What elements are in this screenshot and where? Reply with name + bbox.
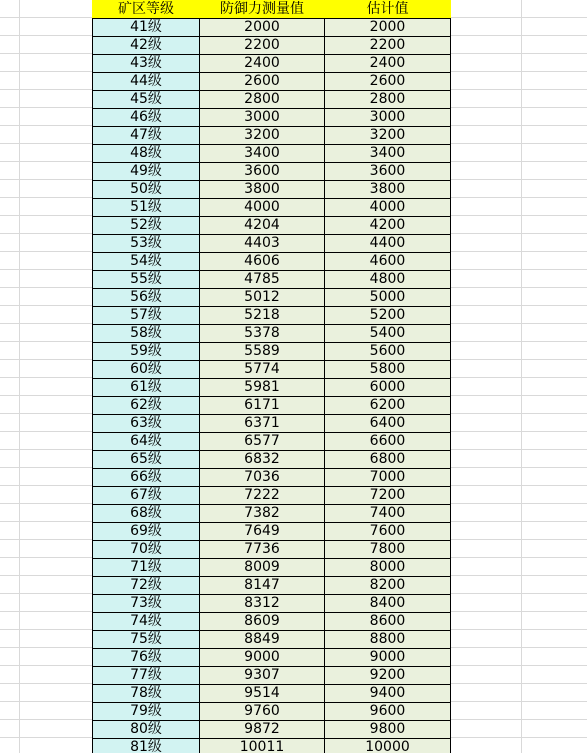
- estimate-value-cell[interactable]: 3400: [325, 145, 451, 163]
- defense-value-cell[interactable]: 2200: [200, 37, 325, 55]
- defense-value-cell[interactable]: 7222: [200, 487, 325, 505]
- header-cell-estimate[interactable]: 估计值: [325, 1, 451, 19]
- defense-value-cell[interactable]: 4606: [200, 253, 325, 271]
- defense-value-cell[interactable]: 4403: [200, 235, 325, 253]
- defense-value-cell[interactable]: 9000: [200, 649, 325, 667]
- table-row: [93, 91, 451, 109]
- defense-value-cell[interactable]: 6832: [200, 451, 325, 469]
- defense-value-cell[interactable]: 5981: [200, 379, 325, 397]
- estimate-value-cell[interactable]: 5400: [325, 325, 451, 343]
- estimate-value-cell[interactable]: 4800: [325, 271, 451, 289]
- estimate-value-cell[interactable]: 4000: [325, 199, 451, 217]
- level-cell[interactable]: 68级: [93, 505, 200, 523]
- defense-value-cell[interactable]: 7382: [200, 505, 325, 523]
- defense-value-cell[interactable]: 9760: [200, 703, 325, 721]
- table-row: [93, 271, 451, 289]
- table-row: [93, 289, 451, 307]
- defense-value-cell[interactable]: 3600: [200, 163, 325, 181]
- estimate-value-cell[interactable]: 8400: [325, 595, 451, 613]
- table-row: [93, 109, 451, 127]
- defense-value-cell[interactable]: 4000: [200, 199, 325, 217]
- estimate-value-cell[interactable]: 5800: [325, 361, 451, 379]
- table-row: [93, 631, 451, 649]
- level-cell[interactable]: 62级: [93, 397, 200, 415]
- estimate-value-cell[interactable]: 3200: [325, 127, 451, 145]
- estimate-value-cell[interactable]: 8000: [325, 559, 451, 577]
- table-row: [93, 253, 451, 271]
- defense-value-cell[interactable]: 9514: [200, 685, 325, 703]
- estimate-value-cell[interactable]: 4400: [325, 235, 451, 253]
- estimate-value-cell[interactable]: 5600: [325, 343, 451, 361]
- estimate-value-cell[interactable]: 9000: [325, 649, 451, 667]
- defense-value-cell[interactable]: 2000: [200, 19, 325, 37]
- level-cell[interactable]: 45级: [93, 91, 200, 109]
- table-row: [93, 199, 451, 217]
- estimate-value-cell[interactable]: 3800: [325, 181, 451, 199]
- data-table: [92, 0, 451, 753]
- level-cell[interactable]: 67级: [93, 487, 200, 505]
- defense-value-cell[interactable]: 3200: [200, 127, 325, 145]
- level-cell[interactable]: 54级: [93, 253, 200, 271]
- table-row: [93, 361, 451, 379]
- level-cell[interactable]: 59级: [93, 343, 200, 361]
- table-row: [93, 415, 451, 433]
- level-cell[interactable]: 73级: [93, 595, 200, 613]
- estimate-value-cell[interactable]: 5200: [325, 307, 451, 325]
- table-row: [93, 613, 451, 631]
- level-cell[interactable]: 44级: [93, 73, 200, 91]
- level-cell[interactable]: 76级: [93, 649, 200, 667]
- level-cell[interactable]: 74级: [93, 613, 200, 631]
- defense-value-cell[interactable]: 6577: [200, 433, 325, 451]
- table-row: [93, 559, 451, 577]
- defense-value-cell[interactable]: 5774: [200, 361, 325, 379]
- table-row: [93, 577, 451, 595]
- defense-value-cell[interactable]: 9872: [200, 721, 325, 739]
- estimate-value-cell[interactable]: 7800: [325, 541, 451, 559]
- defense-value-cell[interactable]: 6371: [200, 415, 325, 433]
- level-cell[interactable]: 43级: [93, 55, 200, 73]
- defense-value-cell[interactable]: 6171: [200, 397, 325, 415]
- estimate-value-cell[interactable]: 8200: [325, 577, 451, 595]
- table-row: [93, 505, 451, 523]
- table-row: [93, 469, 451, 487]
- estimate-value-cell[interactable]: 5000: [325, 289, 451, 307]
- table-row: [93, 397, 451, 415]
- defense-value-cell[interactable]: 5012: [200, 289, 325, 307]
- defense-value-cell[interactable]: 5589: [200, 343, 325, 361]
- defense-value-cell[interactable]: 4785: [200, 271, 325, 289]
- estimate-value-cell[interactable]: 2400: [325, 55, 451, 73]
- estimate-value-cell[interactable]: 7200: [325, 487, 451, 505]
- level-cell[interactable]: 78级: [93, 685, 200, 703]
- defense-value-cell[interactable]: 2400: [200, 55, 325, 73]
- defense-value-cell[interactable]: 8147: [200, 577, 325, 595]
- estimate-value-cell[interactable]: 6800: [325, 451, 451, 469]
- table-row: [93, 667, 451, 685]
- estimate-value-cell[interactable]: 2800: [325, 91, 451, 109]
- level-cell[interactable]: 75级: [93, 631, 200, 649]
- defense-value-cell[interactable]: 3000: [200, 109, 325, 127]
- table-row: [93, 325, 451, 343]
- estimate-value-cell[interactable]: 8800: [325, 631, 451, 649]
- estimate-value-cell[interactable]: 7400: [325, 505, 451, 523]
- level-cell[interactable]: 48级: [93, 145, 200, 163]
- estimate-value-cell[interactable]: 2600: [325, 73, 451, 91]
- level-cell[interactable]: 79级: [93, 703, 200, 721]
- level-cell[interactable]: 46级: [93, 109, 200, 127]
- estimate-value-cell[interactable]: 2200: [325, 37, 451, 55]
- estimate-value-cell[interactable]: 6400: [325, 415, 451, 433]
- table-row: [93, 343, 451, 361]
- table-row: [93, 379, 451, 397]
- table-row: [93, 19, 451, 37]
- estimate-value-cell[interactable]: 10000: [325, 739, 451, 753]
- level-cell[interactable]: 80级: [93, 721, 200, 739]
- level-cell[interactable]: 47级: [93, 127, 200, 145]
- estimate-value-cell[interactable]: 9600: [325, 703, 451, 721]
- defense-value-cell[interactable]: 8849: [200, 631, 325, 649]
- table-row: [93, 703, 451, 721]
- defense-value-cell[interactable]: 8009: [200, 559, 325, 577]
- table-row: [93, 307, 451, 325]
- estimate-value-cell[interactable]: 4200: [325, 217, 451, 235]
- table-row: [93, 217, 451, 235]
- level-cell[interactable]: 49级: [93, 163, 200, 181]
- table-row: [93, 181, 451, 199]
- level-cell[interactable]: 58级: [93, 325, 200, 343]
- level-cell[interactable]: 81级: [93, 739, 200, 753]
- table-row: [93, 55, 451, 73]
- table-row: [93, 433, 451, 451]
- level-cell[interactable]: 53级: [93, 235, 200, 253]
- defense-value-cell[interactable]: 2800: [200, 91, 325, 109]
- estimate-value-cell[interactable]: 6000: [325, 379, 451, 397]
- table-row: [93, 73, 451, 91]
- level-cell[interactable]: 42级: [93, 37, 200, 55]
- header-cell-defense[interactable]: 防御力测量值: [200, 1, 325, 19]
- defense-value-cell[interactable]: 5378: [200, 325, 325, 343]
- estimate-value-cell[interactable]: 6200: [325, 397, 451, 415]
- estimate-value-cell[interactable]: 6600: [325, 433, 451, 451]
- table-row: [93, 163, 451, 181]
- estimate-value-cell[interactable]: 2000: [325, 19, 451, 37]
- level-cell[interactable]: 72级: [93, 577, 200, 595]
- level-cell[interactable]: 66级: [93, 469, 200, 487]
- estimate-value-cell[interactable]: 4600: [325, 253, 451, 271]
- table-row: [93, 649, 451, 667]
- estimate-value-cell[interactable]: 9400: [325, 685, 451, 703]
- level-cell[interactable]: 64级: [93, 433, 200, 451]
- defense-value-cell[interactable]: 3800: [200, 181, 325, 199]
- level-cell[interactable]: 65级: [93, 451, 200, 469]
- estimate-value-cell[interactable]: 9200: [325, 667, 451, 685]
- defense-value-cell[interactable]: 5218: [200, 307, 325, 325]
- level-cell[interactable]: 70级: [93, 541, 200, 559]
- defense-value-cell[interactable]: 9307: [200, 667, 325, 685]
- estimate-value-cell[interactable]: 9800: [325, 721, 451, 739]
- defense-value-cell[interactable]: 7036: [200, 469, 325, 487]
- level-cell[interactable]: 63级: [93, 415, 200, 433]
- level-cell[interactable]: 56级: [93, 289, 200, 307]
- level-cell[interactable]: 52级: [93, 217, 200, 235]
- level-cell[interactable]: 69级: [93, 523, 200, 541]
- header-row: [93, 1, 451, 19]
- table-row: [93, 37, 451, 55]
- defense-value-cell[interactable]: 7736: [200, 541, 325, 559]
- table-row: [93, 721, 451, 739]
- table-row: [93, 685, 451, 703]
- defense-value-cell[interactable]: 4204: [200, 217, 325, 235]
- defense-value-cell[interactable]: 2600: [200, 73, 325, 91]
- table-row: [93, 487, 451, 505]
- level-cell[interactable]: 55级: [93, 271, 200, 289]
- table-row: [93, 739, 451, 753]
- defense-value-cell[interactable]: 10011: [200, 739, 325, 753]
- header-cell-level[interactable]: 矿区等级: [93, 1, 200, 19]
- level-cell[interactable]: 77级: [93, 667, 200, 685]
- level-cell[interactable]: 61级: [93, 379, 200, 397]
- table-row: [93, 595, 451, 613]
- level-cell[interactable]: 57级: [93, 307, 200, 325]
- level-cell[interactable]: 71级: [93, 559, 200, 577]
- table-body: [93, 19, 451, 753]
- defense-value-cell[interactable]: 7649: [200, 523, 325, 541]
- estimate-value-cell[interactable]: 7600: [325, 523, 451, 541]
- estimate-value-cell[interactable]: 8600: [325, 613, 451, 631]
- table-row: [93, 523, 451, 541]
- table-row: [93, 235, 451, 253]
- defense-value-cell[interactable]: 8609: [200, 613, 325, 631]
- table-row: [93, 127, 451, 145]
- table-row: [93, 541, 451, 559]
- estimate-value-cell[interactable]: 7000: [325, 469, 451, 487]
- level-cell[interactable]: 41级: [93, 19, 200, 37]
- table-row: [93, 451, 451, 469]
- estimate-value-cell[interactable]: 3600: [325, 163, 451, 181]
- estimate-value-cell[interactable]: 3000: [325, 109, 451, 127]
- defense-value-cell[interactable]: 3400: [200, 145, 325, 163]
- level-cell[interactable]: 50级: [93, 181, 200, 199]
- level-cell[interactable]: 51级: [93, 199, 200, 217]
- table-row: [93, 145, 451, 163]
- defense-value-cell[interactable]: 8312: [200, 595, 325, 613]
- level-cell[interactable]: 60级: [93, 361, 200, 379]
